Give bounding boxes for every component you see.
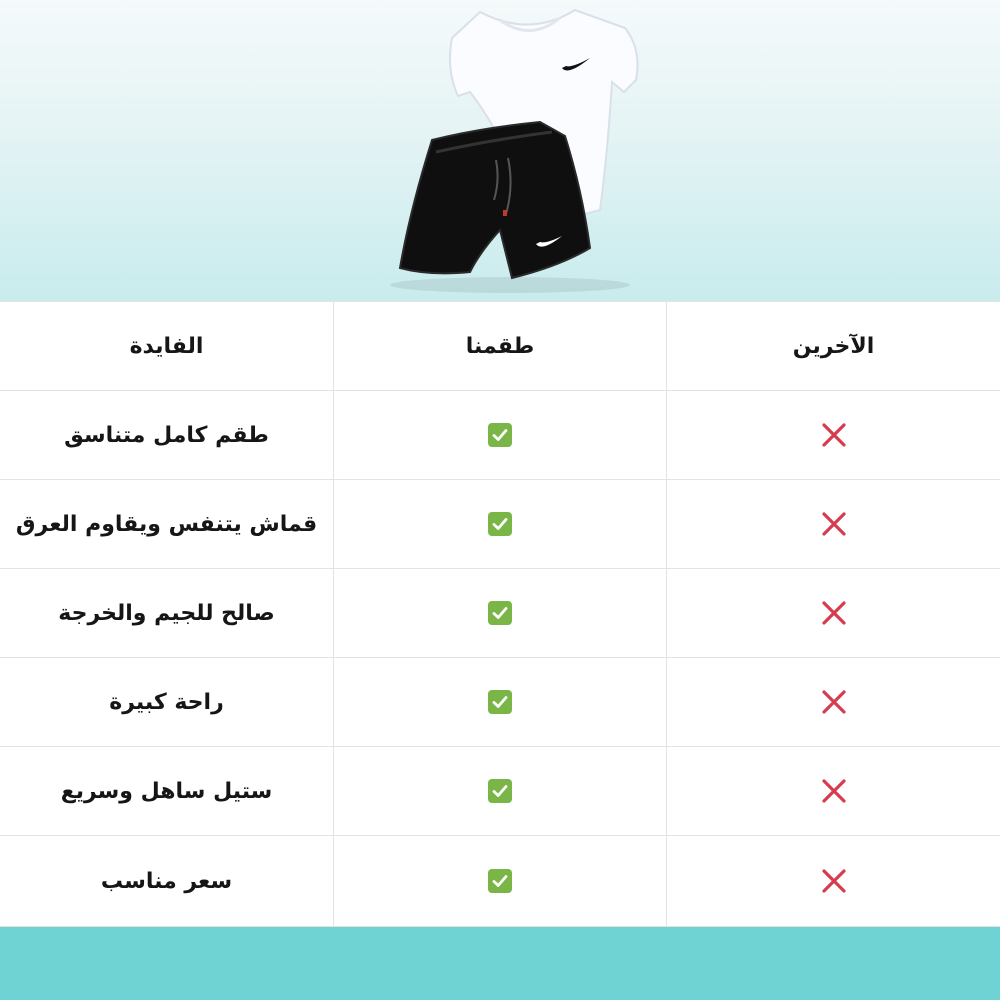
cross-icon [821, 422, 847, 448]
benefit-cell: راحة كبيرة [109, 689, 224, 715]
ours-cell [333, 658, 667, 746]
table-row [0, 480, 1000, 569]
others-cell [667, 747, 1000, 835]
benefit-cell: سعر مناسب [100, 868, 233, 894]
check-icon [488, 690, 512, 714]
benefit-cell: ستيل ساهل وسريع [60, 778, 273, 804]
check-icon [488, 423, 512, 447]
others-cell [667, 658, 1000, 746]
table-row [0, 658, 1000, 747]
check-icon [488, 601, 512, 625]
header-ours: طقمنا [333, 302, 667, 390]
hero-banner [0, 0, 1000, 302]
benefit-cell: قماش يتنفس ويقاوم العرق [15, 511, 318, 537]
ours-cell [333, 480, 667, 568]
benefit-cell: صالح للجيم والخرجة [58, 600, 275, 626]
check-icon [488, 779, 512, 803]
table-row [0, 836, 1000, 927]
footer-band [0, 927, 1000, 1000]
cross-icon [821, 689, 847, 715]
ours-cell [333, 569, 667, 657]
others-cell [667, 569, 1000, 657]
table-row [0, 569, 1000, 658]
benefit-cell: طقم كامل متناسق [64, 422, 269, 448]
ours-cell [333, 747, 667, 835]
others-cell [667, 480, 1000, 568]
header-benefit: الفايدة [129, 333, 204, 359]
table-row [0, 391, 1000, 480]
cross-icon [821, 868, 847, 894]
cross-icon [821, 778, 847, 804]
ours-cell [333, 391, 667, 479]
table-header-row [0, 302, 1000, 391]
others-cell [667, 836, 1000, 926]
cross-icon [821, 600, 847, 626]
check-icon [488, 869, 512, 893]
comparison-table [0, 301, 1000, 927]
cross-icon [821, 511, 847, 537]
others-cell [667, 391, 1000, 479]
ours-cell [333, 836, 667, 926]
check-icon [488, 512, 512, 536]
product-image [0, 0, 1000, 302]
header-others: الآخرين [792, 333, 875, 359]
table-row [0, 747, 1000, 836]
